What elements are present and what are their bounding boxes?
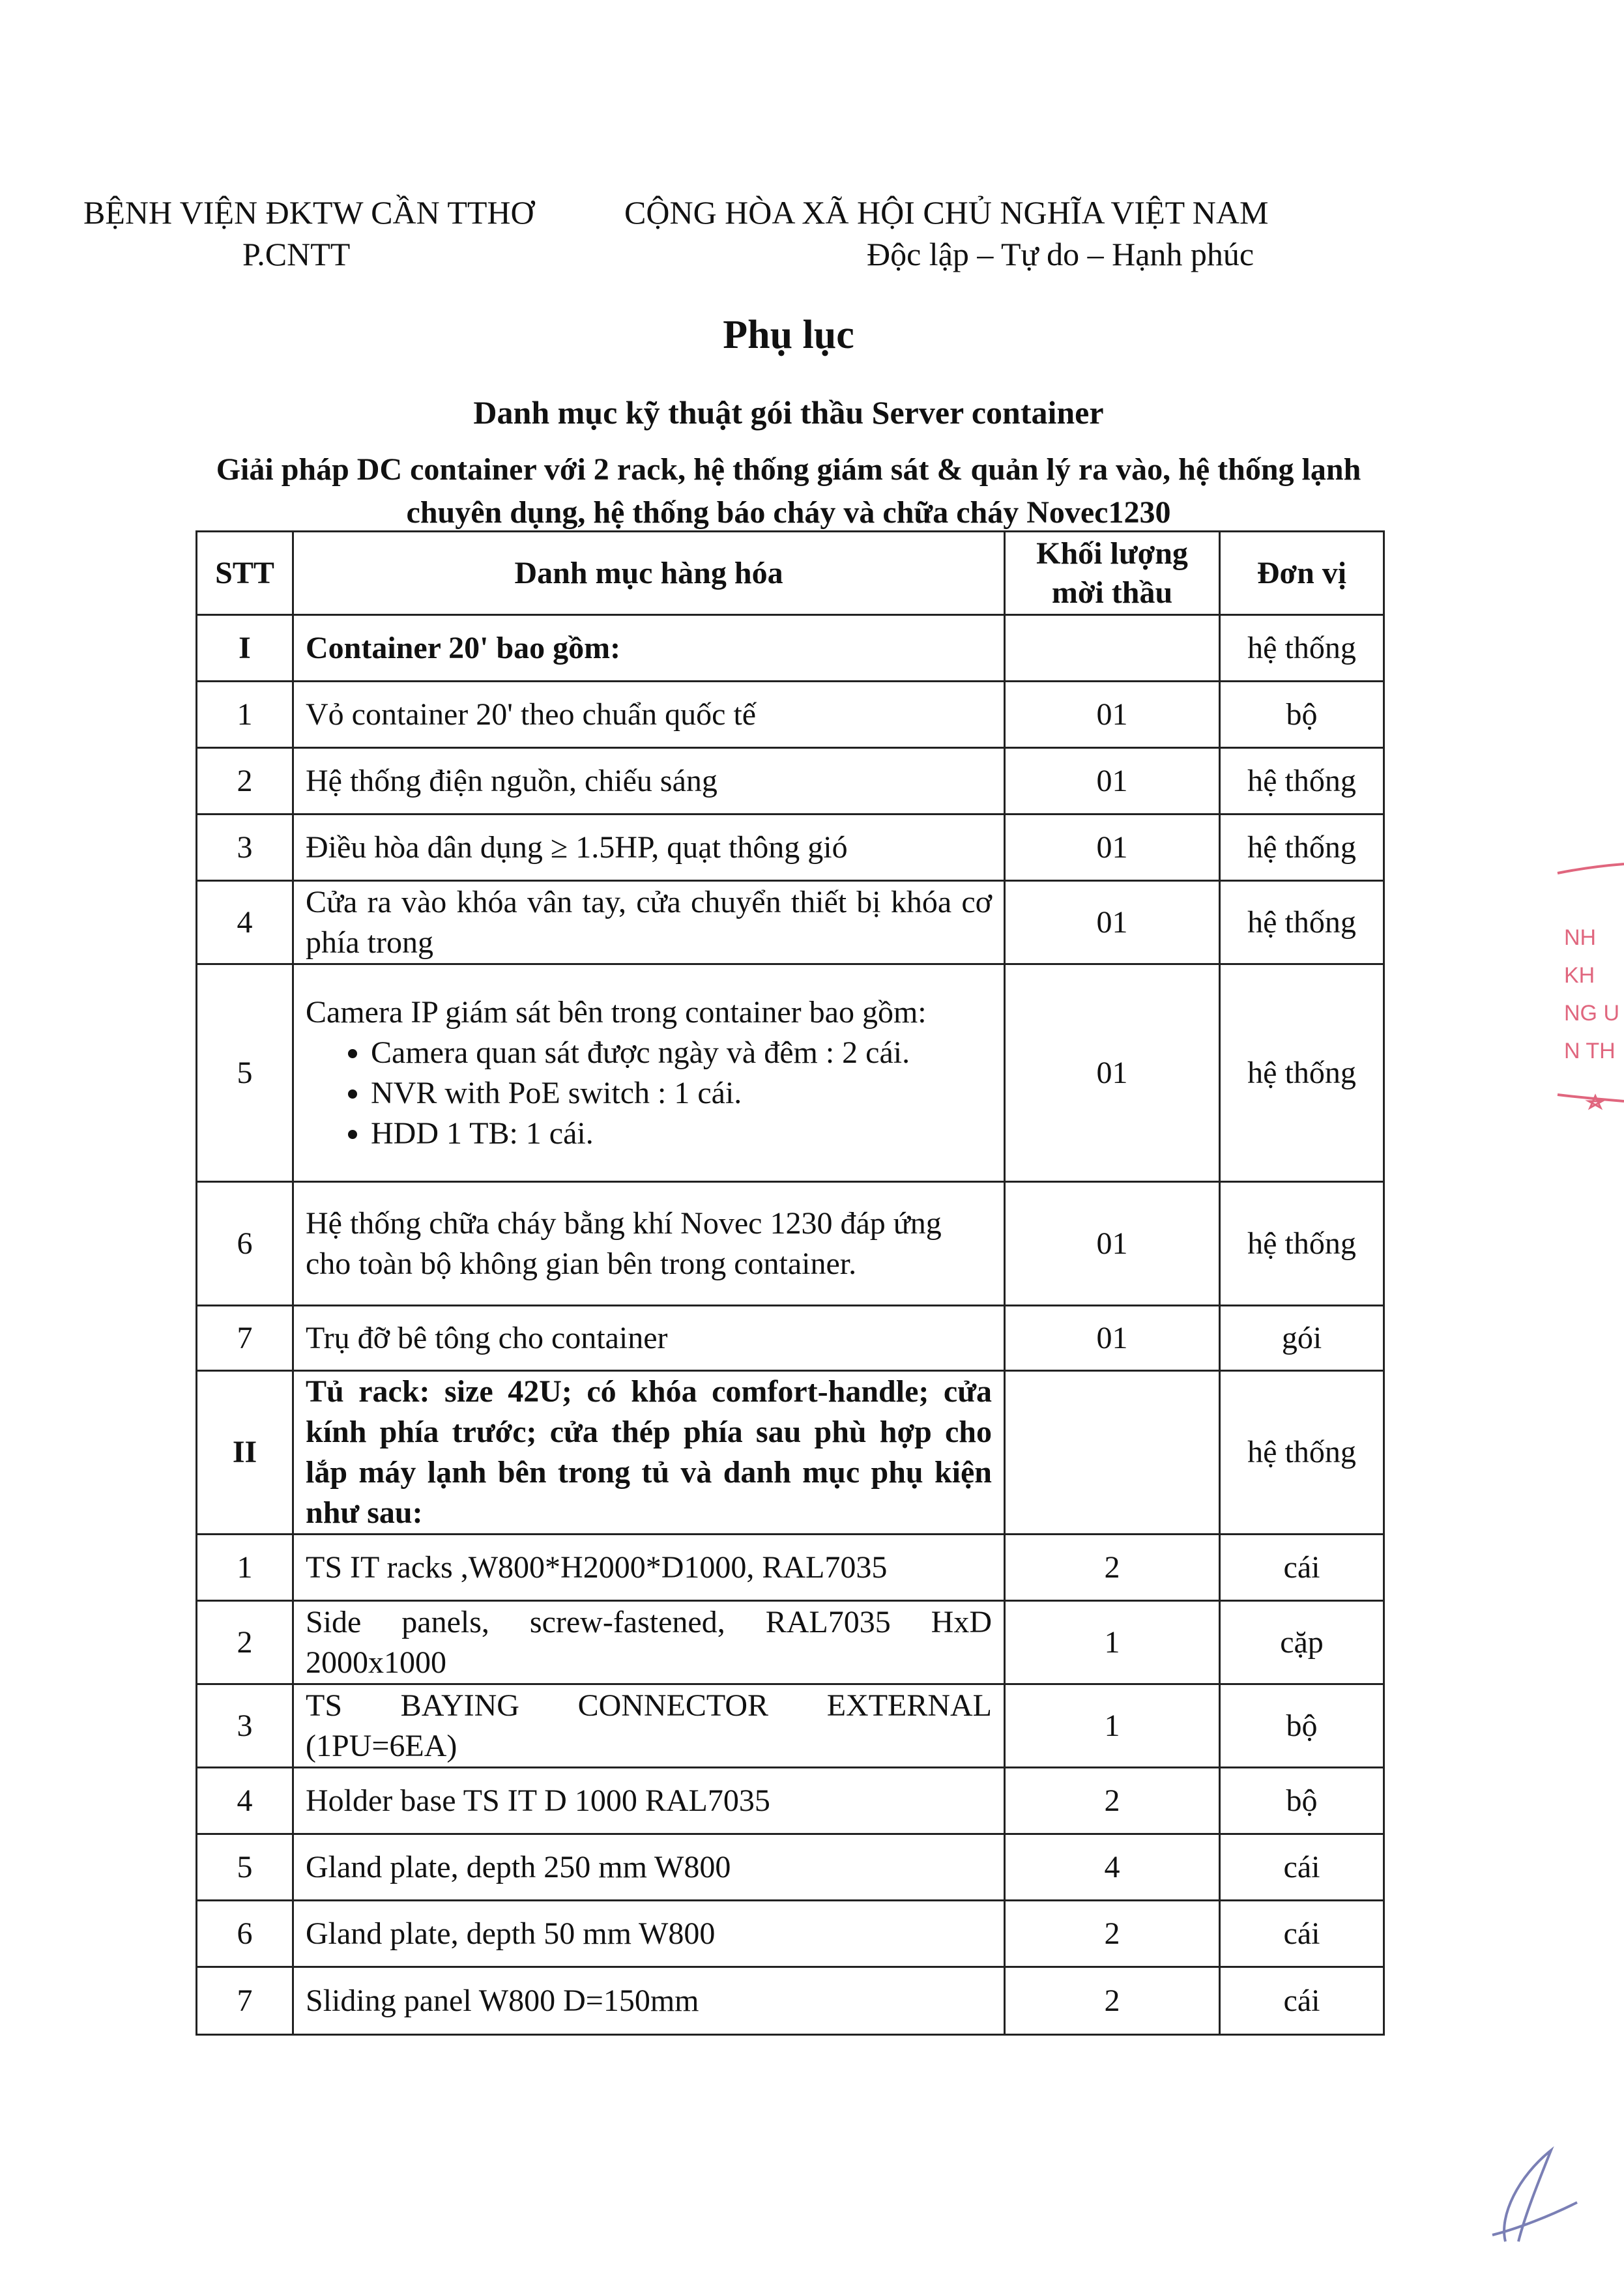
row-stt: 5 <box>197 964 293 1182</box>
row-unit: hệ thống <box>1220 615 1384 682</box>
header-unit: Đơn vị <box>1220 532 1384 615</box>
document-title: Phụ lục <box>723 313 854 357</box>
row-quantity: 2 <box>1005 1768 1220 1834</box>
table-row <box>197 1182 1384 1306</box>
hospital-name: BỆNH VIỆN ĐKTW CẦN TTHƠ <box>83 194 534 231</box>
table-row <box>197 815 1384 881</box>
row-stt: 4 <box>197 881 293 964</box>
solution-line-2: chuyên dụng, hệ thống báo cháy và chữa cháy Novec1230 <box>406 495 1171 530</box>
header-item: Danh mục hàng hóa <box>293 532 1005 615</box>
row-stt: 4 <box>197 1768 293 1834</box>
header-quantity <box>1005 532 1220 615</box>
table-row <box>197 1371 1384 1535</box>
table-row <box>197 1901 1384 1967</box>
table-row <box>197 1967 1384 2035</box>
solution-line-1: Giải pháp DC container với 2 rack, hệ thống giám sát & quản lý ra vào, hệ thống lạnh <box>216 452 1361 487</box>
row-item: Holder base TS IT D 1000 RAL7035 <box>293 1768 1005 1834</box>
row-stt: 2 <box>197 748 293 815</box>
row-item: Trụ đỡ bê tông cho container <box>293 1306 1005 1371</box>
row-quantity: 01 <box>1005 881 1220 964</box>
table-row <box>197 1684 1384 1768</box>
row-item: Side panels, screw-fastened, RAL7035 HxD 2000x1000 <box>293 1601 1005 1684</box>
specification-table <box>196 530 1385 2036</box>
row-stt: 2 <box>197 1601 293 1684</box>
stamp-text: NH <box>1564 925 1597 950</box>
row-unit: hệ thống <box>1220 815 1384 881</box>
row-item: Hệ thống điện nguồn, chiếu sáng <box>293 748 1005 815</box>
row-unit: cái <box>1220 1967 1384 2035</box>
row-quantity: 01 <box>1005 682 1220 748</box>
table-row <box>197 1535 1384 1601</box>
row-unit: hệ thống <box>1220 748 1384 815</box>
row-stt: 3 <box>197 815 293 881</box>
document-subtitle: Danh mục kỹ thuật gói thầu Server container <box>473 394 1104 431</box>
table-row <box>197 1768 1384 1834</box>
row-stt: 1 <box>197 682 293 748</box>
row-item: Gland plate, depth 250 mm W800 <box>293 1834 1005 1901</box>
row-quantity: 2 <box>1005 1535 1220 1601</box>
row-unit: cái <box>1220 1834 1384 1901</box>
row-unit: hệ thống <box>1220 964 1384 1182</box>
row-item: Camera IP giám sát bên trong container bao gồm: <box>306 994 927 1030</box>
row-quantity: 1 <box>1005 1601 1220 1684</box>
row-quantity: 2 <box>1005 1967 1220 2035</box>
table-row <box>197 964 1384 1182</box>
row-quantity: 01 <box>1005 964 1220 1182</box>
header-stt: STT <box>197 532 293 615</box>
table-row <box>197 881 1384 964</box>
row-stt: 7 <box>197 1306 293 1371</box>
row-quantity: 4 <box>1005 1834 1220 1901</box>
row-item: TS BAYING CONNECTOR EXTERNAL (1PU=6EA) <box>293 1684 1005 1768</box>
list-item: • HDD 1 TB: 1 cái. <box>371 1114 992 1154</box>
national-motto: Độc lập – Tự do – Hạnh phúc <box>867 236 1254 272</box>
row-item-cell <box>293 964 1005 1182</box>
row-quantity: 01 <box>1005 815 1220 881</box>
table-row <box>197 1834 1384 1901</box>
table-row <box>197 615 1384 682</box>
row-item: Sliding panel W800 D=150mm <box>293 1967 1005 2035</box>
row-unit: bộ <box>1220 1684 1384 1768</box>
row-quantity: 1 <box>1005 1684 1220 1768</box>
row-unit: cái <box>1220 1901 1384 1967</box>
row-stt: 6 <box>197 1901 293 1967</box>
row-item-bullets <box>306 1033 992 1154</box>
table-row <box>197 682 1384 748</box>
partial-red-stamp <box>1551 841 1624 1140</box>
row-quantity: 01 <box>1005 1306 1220 1371</box>
row-quantity: 01 <box>1005 1182 1220 1306</box>
row-item: Container 20' bao gồm: <box>293 615 1005 682</box>
stamp-text: N TH <box>1564 1039 1616 1063</box>
table-row <box>197 1306 1384 1371</box>
row-item: Gland plate, depth 50 mm W800 <box>293 1901 1005 1967</box>
stamp-text: NG U <box>1564 1001 1619 1026</box>
row-item: Điều hòa dân dụng ≥ 1.5HP, quạt thông gió <box>293 815 1005 881</box>
row-item: Tủ rack: size 42U; có khóa comfort-handle; cửa kính phía trước; cửa thép phía sau phù hợp cho lắp máy lạnh bên trong tủ và danh mục phụ kiện như sau: <box>293 1371 1005 1535</box>
row-stt: 1 <box>197 1535 293 1601</box>
row-quantity: 2 <box>1005 1901 1220 1967</box>
row-stt: 5 <box>197 1834 293 1901</box>
row-unit: hệ thống <box>1220 881 1384 964</box>
table-row <box>197 1601 1384 1684</box>
department-name: P.CNTT <box>242 236 351 272</box>
row-quantity <box>1005 1371 1220 1535</box>
row-stt: 6 <box>197 1182 293 1306</box>
list-item: • Camera quan sát được ngày và đêm : 2 cái. <box>371 1033 992 1073</box>
row-unit: cặp <box>1220 1601 1384 1684</box>
stamp-text: KH <box>1564 963 1595 988</box>
list-item: • NVR with PoE switch : 1 cái. <box>371 1073 992 1114</box>
table-header-row <box>197 532 1384 615</box>
row-quantity: 01 <box>1005 748 1220 815</box>
header-quantity-line2: mời thầu <box>1051 575 1173 610</box>
nation-title: CỘNG HÒA XÃ HỘI CHỦ NGHĨA VIỆT NAM <box>624 194 1269 231</box>
header-quantity-line1: Khối lượng <box>1036 536 1188 571</box>
row-unit: hệ thống <box>1220 1182 1384 1306</box>
row-item: Hệ thống chữa cháy bằng khí Novec 1230 đáp ứng cho toàn bộ không gian bên trong container. <box>293 1182 1005 1306</box>
signature-initial <box>1479 2137 1584 2255</box>
row-stt: II <box>197 1371 293 1535</box>
row-unit: cái <box>1220 1535 1384 1601</box>
row-item: Vỏ container 20' theo chuẩn quốc tế <box>293 682 1005 748</box>
row-stt: 7 <box>197 1967 293 2035</box>
row-stt: I <box>197 615 293 682</box>
row-stt: 3 <box>197 1684 293 1768</box>
table-row <box>197 748 1384 815</box>
row-unit: bộ <box>1220 1768 1384 1834</box>
row-unit: bộ <box>1220 682 1384 748</box>
row-item: Cửa ra vào khóa vân tay, cửa chuyển thiết bị khóa cơ phía trong <box>293 881 1005 964</box>
row-unit: gói <box>1220 1306 1384 1371</box>
row-item: TS IT racks ,W800*H2000*D1000, RAL7035 <box>293 1535 1005 1601</box>
row-quantity <box>1005 615 1220 682</box>
row-unit: hệ thống <box>1220 1371 1384 1535</box>
